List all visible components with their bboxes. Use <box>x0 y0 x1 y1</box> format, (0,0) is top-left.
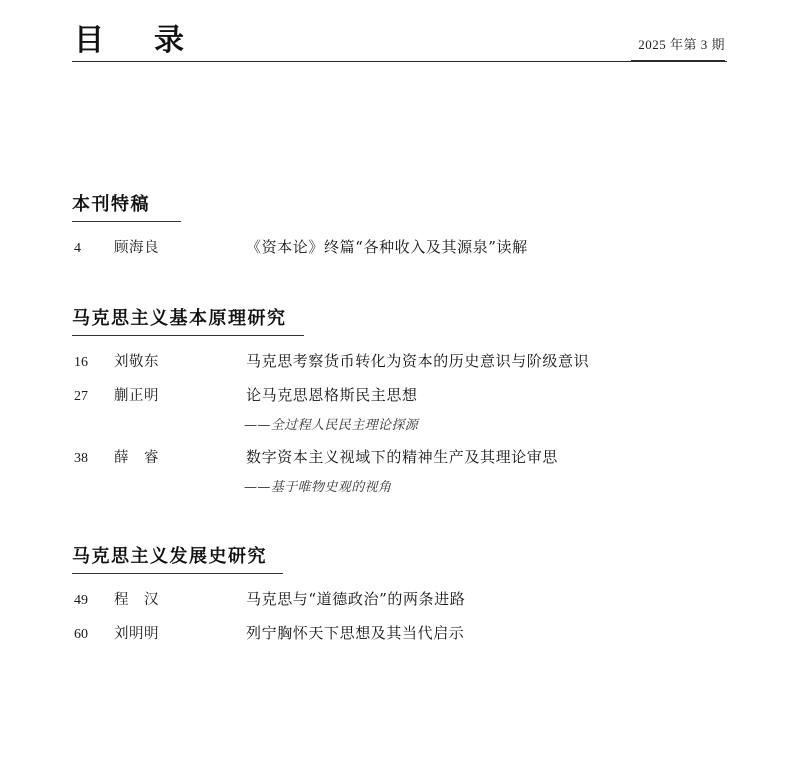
section-heading-rule <box>72 335 304 336</box>
section-heading-text: 马克思主义基本原理研究 <box>72 308 287 329</box>
toc-section-1 <box>72 304 727 495</box>
toc-entry[interactable] <box>72 350 727 371</box>
section-spacer <box>72 270 727 304</box>
entry-author: 刘明明 <box>114 626 159 642</box>
toc-entry-list <box>72 588 727 643</box>
entry-title: 马克思考察货币转化为资本的历史意识与阶级意识 <box>246 352 590 370</box>
toc-section-0 <box>72 190 727 257</box>
issue-label: 2025 年第 3 期 <box>638 37 725 52</box>
section-heading-rule <box>72 573 283 574</box>
entry-author: 薛 睿 <box>114 450 159 466</box>
toc-entry[interactable] <box>72 384 727 405</box>
entry-author: 顾海良 <box>114 240 159 256</box>
toc-entry[interactable] <box>72 622 727 643</box>
section-spacer <box>72 508 727 542</box>
section-heading <box>72 542 267 574</box>
table-of-contents <box>72 190 727 643</box>
entry-page-number: 27 <box>74 389 88 404</box>
toc-entry-list <box>72 350 727 495</box>
section-heading-text: 本刊特稿 <box>72 194 150 215</box>
toc-entry[interactable] <box>72 446 727 467</box>
masthead-divider <box>72 61 727 62</box>
entry-title: 马克思与“道德政治”的两条进路 <box>246 590 466 608</box>
entry-title: 论马克思恩格斯民主思想 <box>246 386 418 404</box>
toc-entry[interactable] <box>72 236 727 257</box>
masthead <box>72 0 727 62</box>
page-title: 目 录 <box>74 23 194 58</box>
entry-title: 《资本论》终篇“各种收入及其源泉”读解 <box>246 238 528 256</box>
toc-entry[interactable] <box>72 588 727 609</box>
entry-subtitle: ——基于唯物史观的视角 <box>244 480 392 495</box>
entry-page-number: 4 <box>74 241 81 256</box>
entry-page-number: 60 <box>74 627 88 642</box>
entry-author: 程 汉 <box>114 592 159 608</box>
section-heading-text: 马克思主义发展史研究 <box>72 546 267 567</box>
entry-subtitle: ——全过程人民民主理论探源 <box>244 418 419 433</box>
entry-page-number: 49 <box>74 593 88 608</box>
section-heading-rule <box>72 221 181 222</box>
entry-page-number: 38 <box>74 451 88 466</box>
issue-underline <box>631 60 725 62</box>
entry-title: 列宁胸怀天下思想及其当代启示 <box>246 624 465 642</box>
entry-title: 数字资本主义视域下的精神生产及其理论审思 <box>246 448 559 466</box>
entry-author: 蒯正明 <box>114 388 159 404</box>
entry-author: 刘敬东 <box>114 354 159 370</box>
section-heading <box>72 304 287 336</box>
toc-section-2 <box>72 542 727 643</box>
section-heading <box>72 190 150 222</box>
toc-entry-list <box>72 236 727 257</box>
entry-page-number: 16 <box>74 355 88 370</box>
